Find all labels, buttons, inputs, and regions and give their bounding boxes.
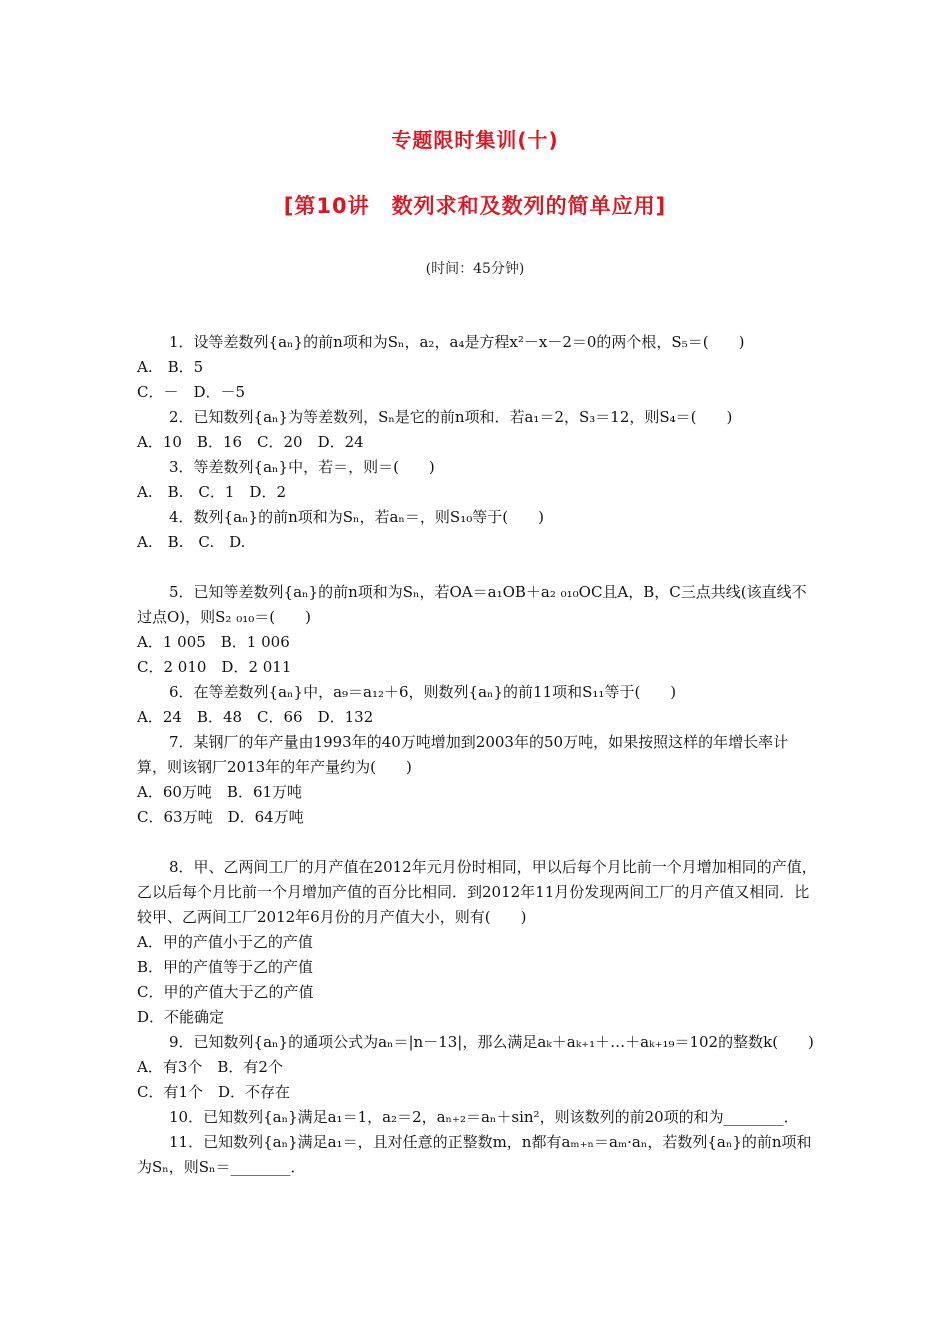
question-7: 7．某钢厂的年产量由1993年的40万吨增加到2003年的50万吨，如果按照这样的年增长率计算，则该钢厂2013年的年产量约为( ) (137, 733, 789, 776)
time-limit: (时间：45分钟) (425, 261, 525, 277)
question-10: 10．已知数列{aₙ}满足a₁＝1，a₂＝2，aₙ₊₂＝aₙ＋sin²，则该数列的前20项的和为________． (169, 1108, 799, 1126)
question-5-options-c: C．2 010 D．2 011 (137, 658, 292, 676)
question-2-options: A．10 B．16 C．20 D．24 (137, 433, 364, 451)
question-1-options-a: A. B．5 (137, 358, 204, 376)
question-2: 2．已知数列{aₙ}为等差数列，Sₙ是它的前n项和．若a₁＝2，S₃＝12，则S₄＝( ) (169, 408, 733, 426)
question-4: 4．数列{aₙ}的前n项和为Sₙ，若aₙ＝，则S₁₀等于( ) (169, 508, 544, 526)
question-9: 9．已知数列{aₙ}的通项公式为aₙ＝|n－13|，那么满足aₖ＋aₖ₊₁＋…＋aₖ₊₁₉＝102的整数k( ) (169, 1033, 814, 1051)
question-7-options-a: A．60万吨 B．61万吨 (137, 783, 303, 801)
question-1: 1．设等差数列{aₙ}的前n项和为Sₙ，a₂，a₄是方程x²－x－2＝0的两个根，S₅＝( ) (169, 333, 745, 351)
question-11: 11．已知数列{aₙ}满足a₁＝，且对任意的正整数m，n都有aₘ₊ₙ＝aₘ·aₙ，若数列{aₙ}的前n项和为Sₙ，则Sₙ＝________． (137, 1133, 812, 1176)
question-7-options-c: C．63万吨 D．64万吨 (137, 808, 304, 826)
question-8-option-b: B．甲的产值等于乙的产值 (137, 958, 314, 976)
question-list (137, 330, 817, 1180)
question-4-options: A. B. C. D. (137, 533, 246, 551)
question-3: 3．等差数列{aₙ}中，若＝，则＝( ) (169, 458, 435, 476)
question-5: 5．已知等差数列{aₙ}的前n项和为Sₙ，若OA＝a₁OB＋a₂ ₀₁₀OC且A，B，C三点共线(该直线不过点O)，则S₂ ₀₁₀＝( ) (137, 583, 807, 626)
question-6: 6．在等差数列{aₙ}中，a₉＝a₁₂＋6，则数列{aₙ}的前11项和S₁₁等于( ) (169, 683, 677, 701)
question-9-options-a: A．有3个 B．有2个 (137, 1058, 283, 1076)
question-6-options: A．24 B．48 C．66 D．132 (137, 708, 374, 726)
question-8-option-c: C．甲的产值大于乙的产值 (137, 983, 314, 1001)
question-5-options-a: A．1 005 B．1 006 (137, 633, 290, 651)
question-8: 8．甲、乙两间工厂的月产值在2012年元月份时相同，甲以后每个月比前一个月增加相同的产值，乙以后每个月比前一个月增加产值的百分比相同．到2012年11月份发现两间工厂的月产值又相同．比较甲、乙两间工厂2012年6月份的月产值大小，则有( ) (137, 858, 817, 926)
question-1-options-c: C．－ D．－5 (137, 383, 246, 401)
question-8-option-d: D．不能确定 (137, 1008, 225, 1026)
lesson-subtitle: [第10讲 数列求和及数列的简单应用] (283, 194, 667, 218)
question-8-option-a: A．甲的产值小于乙的产值 (137, 933, 313, 951)
page-title: 专题限时集训(十) (391, 128, 559, 152)
question-3-options: A. B. C．1 D．2 (137, 483, 286, 501)
question-9-options-c: C．有1个 D．不存在 (137, 1083, 291, 1101)
